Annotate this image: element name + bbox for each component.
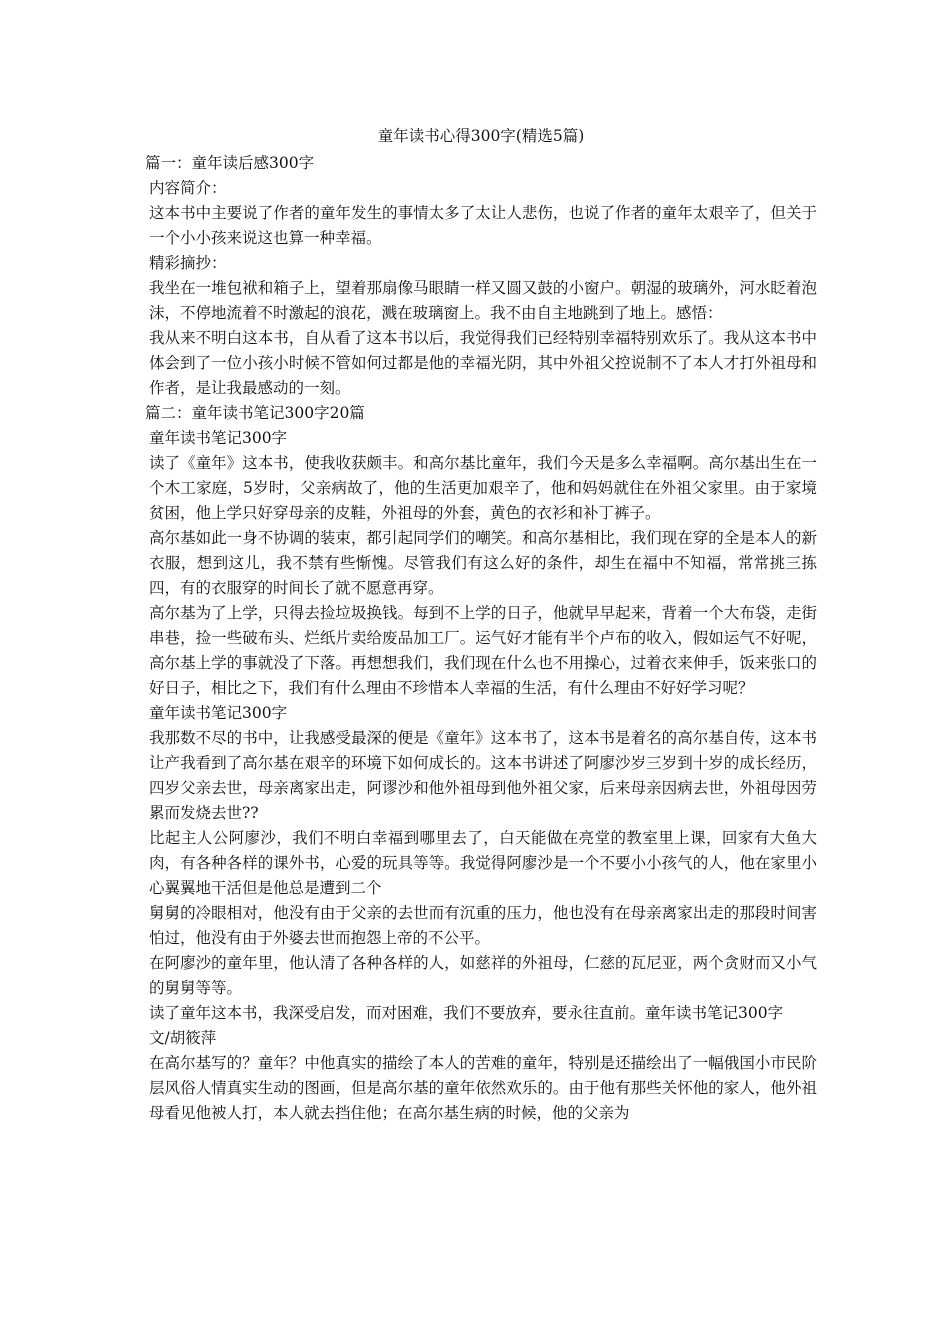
paragraph: 我坐在一堆包袱和箱子上，望着那扇像马眼睛一样又圆又鼓的小窗户。朝湿的玻璃外，河水眨着泡沫，不停地流着不时激起的浪花，溅在玻璃窗上。我不由自主地跳到了地上。感悟： bbox=[149, 279, 817, 322]
paragraph: 高尔基为了上学，只得去捡垃圾换钱。每到不上学的日子，他就早早起来，背着一个大布袋，走街串巷，捡一些破布头、烂纸片卖给废品加工厂。运气好才能有半个卢布的收入，假如运气不好呢，高尔基上学的事就没了下落。再想想我们，我们现在什么也不用操心，过着衣来伸手，饭来张口的好日子，相比之下，我们有什么理由不珍惜本人幸福的生活，有什么理由不好好学习呢？ bbox=[149, 604, 817, 697]
paragraph: 读了童年这本书，我深受启发，而对困难，我们不要放弃，要永往直前。童年读书笔记300字 bbox=[149, 1004, 784, 1022]
paragraph: 舅舅的冷眼相对，他没有由于父亲的去世而有沉重的压力，他也没有在母亲离家出走的那段时间害怕过，他没有由于外婆去世而抱怨上帝的不公平。 bbox=[149, 904, 817, 947]
paragraph: 我那数不尽的书中，让我感受最深的便是《童年》这本书了，这本书是着名的高尔基自传，这本书让产我看到了高尔基在艰辛的环境下如何成长的。这本书讲述了阿廖沙岁三岁到十岁的成长经历，四岁父亲去世，母亲离家出走，阿谬沙和他外祖母到他外祖父家，后来母亲因病去世，外祖母因劳累而发烧去世?? bbox=[149, 729, 817, 822]
paragraph: 比起主人公阿廖沙，我们不明白幸福到哪里去了，白天能做在亮堂的教室里上课，回家有大鱼大肉，有各种各样的课外书，心爱的玩具等等。我觉得阿廖沙是一个不要小小孩气的人，他在家里小心翼翼地干活但是他总是遭到二个 bbox=[149, 829, 817, 897]
paragraph: 读了《童年》这本书，使我收获颇丰。和高尔基比童年，我们今天是多么幸福啊。高尔基出生在一个木工家庭，5岁时，父亲病故了，他的生活更加艰辛了，他和妈妈就住在外祖父家里。由于家境贫困，他上学只好穿母亲的皮鞋，外祖母的外套，黄色的衣衫和补丁裤子。 bbox=[149, 454, 817, 522]
document-page bbox=[145, 124, 817, 1126]
document-title: 童年读书心得300字(精选5篇) bbox=[377, 127, 585, 145]
subheading-excerpt: 精彩摘抄： bbox=[149, 254, 227, 272]
subheading-notes: 童年读书笔记300字 bbox=[149, 704, 288, 722]
paragraph: 在阿廖沙的童年里，他认清了各种各样的人，如慈祥的外祖母，仁慈的瓦尼亚，两个贪财而又小气的舅舅等等。 bbox=[149, 954, 817, 997]
subheading-notes: 童年读书笔记300字 bbox=[149, 429, 288, 447]
author-byline: 文/胡筱萍 bbox=[149, 1029, 217, 1047]
paragraph: 在高尔基写的？童年？中他真实的描绘了本人的苦难的童年，特别是还描绘出了一幅俄国小市民阶层风俗人情真实生动的图画，但是高尔基的童年依然欢乐的。由于他有那些关怀他的家人，他外祖母看见他被人打，本人就去挡住他；在高尔基生病的时候，他的父亲为 bbox=[149, 1054, 817, 1122]
section-heading-2: 篇二：童年读书笔记300字20篇 bbox=[145, 404, 365, 422]
paragraph: 高尔基如此一身不协调的装束，都引起同学们的嘲笑。和高尔基相比，我们现在穿的全是本人的新衣服，想到这儿，我不禁有些惭愧。尽管我们有这么好的条件，却生在福中不知福，常常挑三拣四，有的衣服穿的时间长了就不愿意再穿。 bbox=[149, 529, 817, 597]
paragraph: 这本书中主要说了作者的童年发生的事情太多了太让人悲伤，也说了作者的童年太艰辛了，但关于一个小小孩来说这也算一种幸福。 bbox=[149, 204, 817, 247]
section-heading-1: 篇一：童年读后感300字 bbox=[145, 154, 315, 172]
subheading-summary: 内容简介： bbox=[149, 179, 227, 197]
paragraph: 我从来不明白这本书，自从看了这本书以后，我觉得我们已经特别幸福特别欢乐了。我从这本书中体会到了一位小孩小时候不管如何过都是他的幸福光阴，其中外祖父控说制不了本人才打外祖母和作者，是让我最感动的一刻。 bbox=[149, 329, 817, 397]
